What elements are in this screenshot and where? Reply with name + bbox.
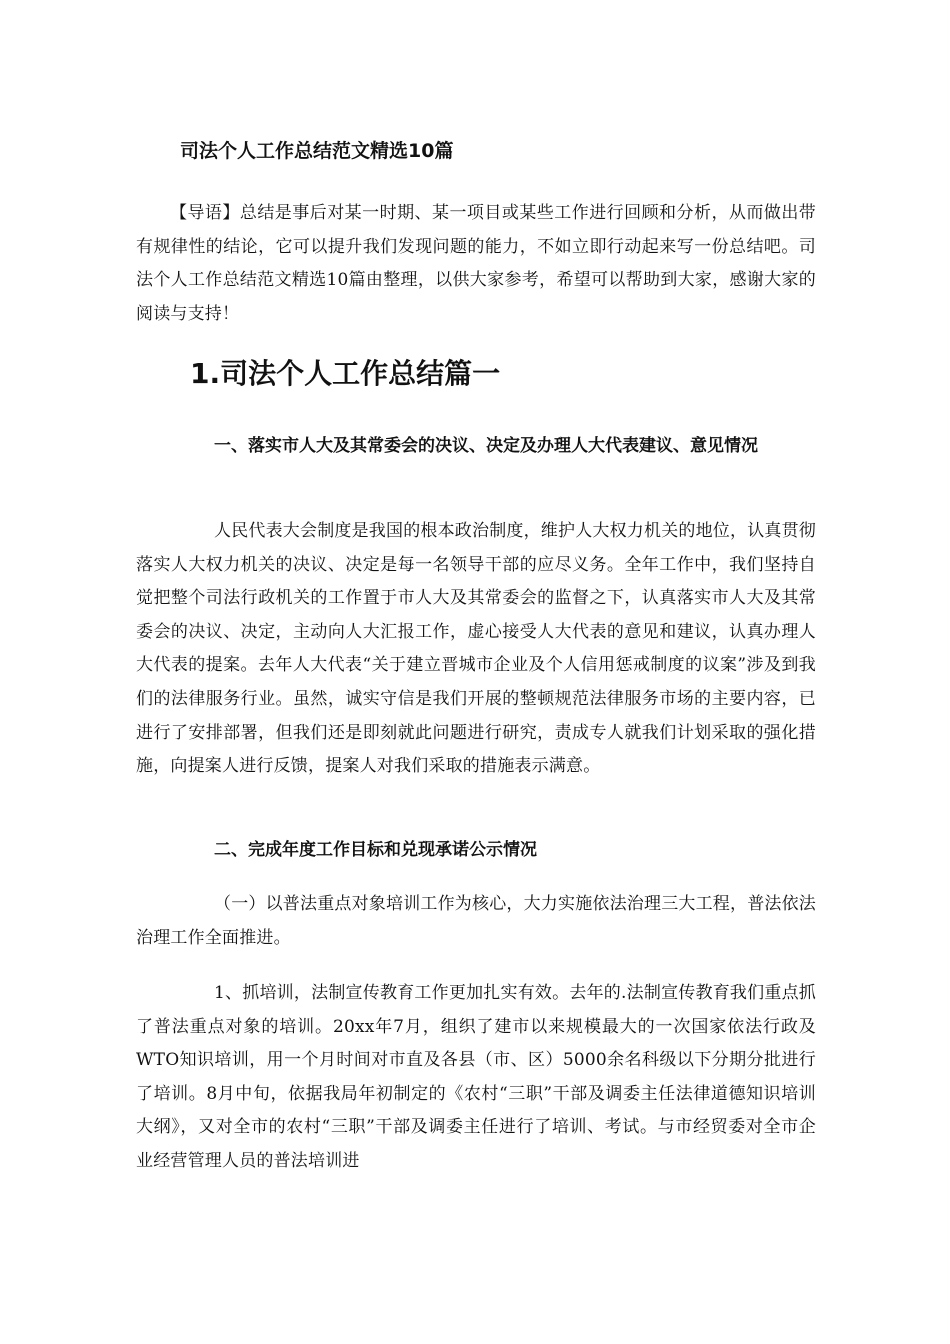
section-heading-2: 二、完成年度工作目标和兑现承诺公示情况 [214,840,537,860]
document-title: 司法个人工作总结范文精选10篇 [180,140,454,162]
intro-paragraph: 【导语】总结是事后对某一时期、某一项目或某些工作进行回顾和分析，从而做出带有规律性的结论，它可以提升我们发现问题的能力，不如立即行动起来写一份总结吧。司法个人工作总结范文精选10篇由整理，以供大家参考，希望可以帮助到大家，感谢大家的阅读与支持！ [136,203,816,324]
section-2-subheading: （一）以普法重点对象培训工作为核心，大力实施依法治理三大工程，普法依法治理工作全面推进。 [136,894,816,948]
chapter-heading: 1.司法个人工作总结篇一 [190,357,501,390]
section-heading-1: 一、落实市人大及其常委会的决议、决定及办理人大代表建议、意见情况 [214,436,758,456]
section-1-body: 人民代表大会制度是我国的根本政治制度，维护人大权力机关的地位，认真贯彻落实人大权力机关的决议、决定是每一名领导干部的应尽义务。全年工作中，我们坚持自觉把整个司法行政机关的工作置于市人大及其常委会的监督之下，认真落实市人大及其常委会的决议、决定，主动向人大汇报工作，虚心接受人大代表的意见和建议，认真办理人大代表的提案。去年人大代表“关于建立晋城市企业及个人信用惩戒制度的议案”涉及到我们的法律服务行业。虽然，诚实守信是我们开展的整顿规范法律服务市场的主要内容，已进行了安排部署，但我们还是即刻就此问题进行研究，责成专人就我们计划采取的强化措施，向提案人进行反馈，提案人对我们采取的措施表示满意。 [136,521,816,777]
section-2-item-1: 1、抓培训，法制宣传教育工作更加扎实有效。去年的.法制宣传教育我们重点抓了普法重点对象的培训。20xx年7月，组织了建市以来规模最大的一次国家依法行政及WTO知识培训，用一个月时间对市直及各县（市、区）5000余名科级以下分期分批进行了培训。8月中旬，依据我局年初制定的《农村“三职”干部及调委主任法律道德知识培训大纲》，又对全市的农村“三职”干部及调委主任进行了培训、考试。与市经贸委对全市企业经营管理人员的普法培训进 [136,983,816,1171]
